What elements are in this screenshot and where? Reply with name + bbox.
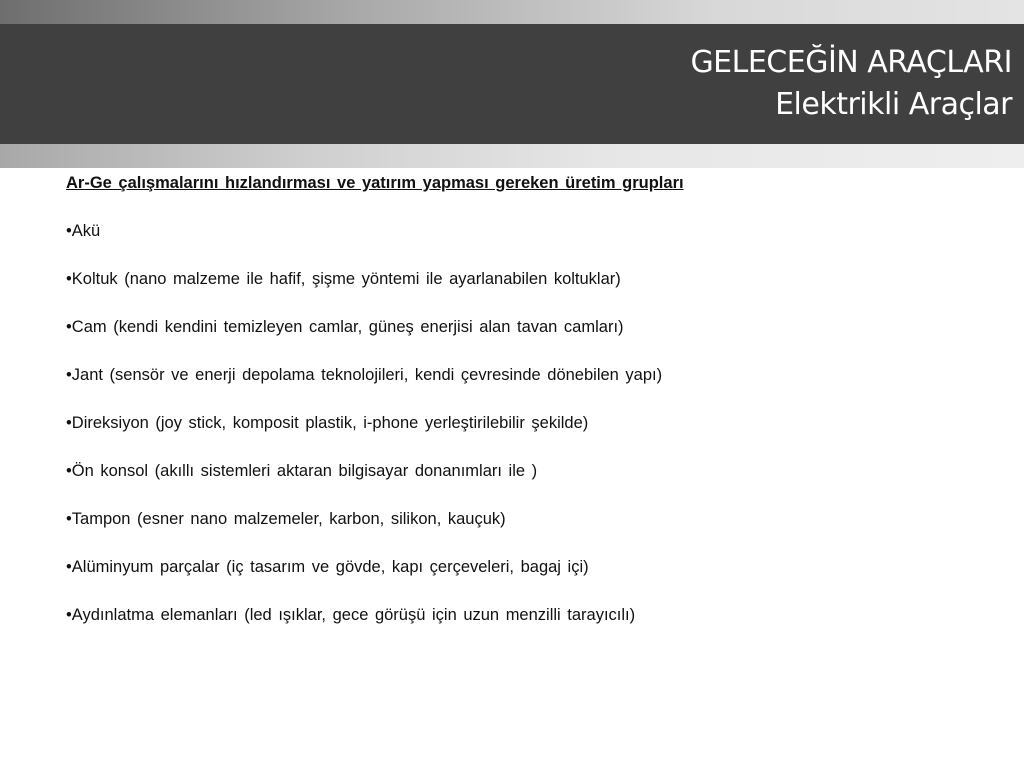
list-item: •Ön konsol (akıllı sistemleri aktaran bilgisayar donanımları ile ): [66, 462, 538, 480]
title-bar: [0, 24, 1024, 144]
slide-title: [690, 42, 1012, 126]
list-item: •Akü: [66, 222, 101, 240]
list-item: •Jant (sensör ve enerji depolama teknolojileri, kendi çevresinde dönebilen yapı): [66, 366, 663, 384]
list-item: •Koltuk (nano malzeme ile hafif, şişme yöntemi ile ayarlanabilen koltuklar): [66, 270, 621, 288]
list-item: •Direksiyon (joy stick, komposit plastik, i-phone yerleştirilebilir şekilde): [66, 414, 589, 432]
slide-title-line-2: Elektrikli Araçlar: [775, 87, 1012, 122]
slide-content: [66, 171, 966, 627]
list-item: •Alüminyum parçalar (iç tasarım ve gövde, kapı çerçeveleri, bagaj içi): [66, 558, 589, 576]
bottom-gradient-strip: [0, 144, 1024, 168]
bullet-list: [66, 219, 966, 627]
list-item: •Aydınlatma elemanları (led ışıklar, gece görüşü için uzun menzilli tarayıcılı): [66, 606, 636, 624]
list-item: •Tampon (esner nano malzemeler, karbon, silikon, kauçuk): [66, 510, 506, 528]
content-heading: Ar-Ge çalışmalarını hızlandırması ve yatırım yapması gereken üretim grupları: [66, 174, 684, 192]
list-item: •Cam (kendi kendini temizleyen camlar, güneş enerjisi alan tavan camları): [66, 318, 624, 336]
slide-title-line-1: GELECEĞİN ARAÇLARI: [690, 45, 1012, 80]
top-gradient-strip: [0, 0, 1024, 24]
